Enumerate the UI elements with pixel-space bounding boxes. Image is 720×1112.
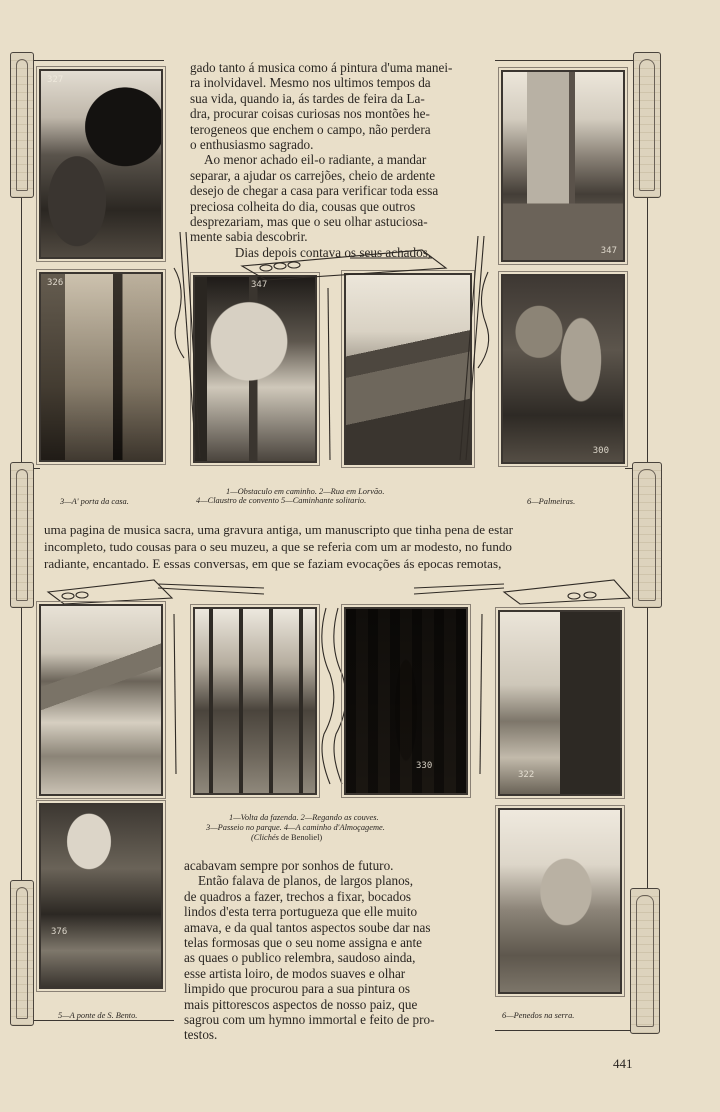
border-rule-top-right (495, 60, 633, 61)
photo-volta-da-fazenda (39, 604, 163, 796)
ornamental-pillar-top-right (633, 52, 661, 198)
text-line: Dias depois contava os seus achados, (234, 244, 432, 260)
text-line: incompleto, tudo cousas para o seu muzeu, a que se referia com um ar modesto, no fundo (44, 539, 512, 554)
text-line: dra, procurar coisas curiosas nos montões he- (190, 106, 430, 122)
text-line: as quaes o publico relembra, saudoso ainda, (184, 950, 416, 966)
text-column-bottom (184, 858, 476, 1043)
text-line: desejo de chegar a casa para verificar toda essa (190, 183, 439, 199)
caption-bottom-center-line2: 3—Passeio no parque. 4—A caminho d'Almoçageme. (206, 823, 385, 832)
caption-top-right: 6—Palmeiras. (527, 497, 576, 506)
text-line: uma pagina de musica sacra, uma gravura antiga, um manuscripto que tinha pena de estar (44, 522, 514, 537)
border-rule-right-bottom (647, 608, 648, 888)
photo-number: 347 (251, 280, 268, 290)
caption-bottom-center-line3 (251, 833, 322, 842)
border-rule-left-bottom (21, 608, 22, 880)
ornamental-pillar-top-left (10, 52, 34, 198)
text-line: testos. (184, 1027, 218, 1043)
photo-palmeiras (501, 274, 625, 464)
text-line: mente sabia descobrir. (190, 229, 308, 245)
text-line: lindos d'esta terra portugueza que elle muito (184, 904, 418, 920)
border-rule-mid-right (625, 468, 633, 469)
caption-top-center-line1: 1—Obstaculo em caminho. 2—Rua em Lorvão. (226, 487, 385, 496)
palette-brushes-ornament-top (160, 228, 500, 468)
page-number: 441 (613, 1056, 633, 1071)
text-line: desprezariam, mas que o seu olhar astuciosa- (190, 214, 428, 230)
text-line: sua vida, quando ia, ás tardes de feira da La- (190, 90, 425, 106)
photo-number: 376 (51, 927, 68, 937)
photo-number: 322 (518, 770, 535, 780)
text-middle-full-width (44, 521, 616, 572)
text-line: ra inolvidavel. Mesmo nos ultimos tempos da (190, 75, 431, 91)
ornamental-pillar-mid-right (632, 462, 662, 608)
ornamental-pillar-bottom-left (10, 880, 34, 1026)
text-line: Ao menor achado eil-o radiante, a mandar (204, 152, 427, 168)
photo-passeio-no-parque (344, 607, 468, 795)
text-line: o enthusiasmo sagrado. (190, 137, 314, 153)
photo-penedos-na-serra (498, 808, 622, 994)
ornamental-pillar-mid-left (10, 462, 34, 608)
border-rule-bottom-right (495, 1030, 631, 1031)
caption-credit-italic: (Clichés (251, 833, 279, 842)
photo-a-porta-da-casa (39, 272, 163, 462)
caption-top-center-line2: 4—Claustro de convento 5—Caminhante solitario. (196, 496, 367, 505)
border-rule-mid-left (34, 468, 40, 469)
border-rule-right-top (647, 198, 648, 462)
text-line: esse artista loiro, de modos suaves e olhar (184, 965, 406, 981)
text-line: separar, a ajudar os carrejões, cheio de ardente (190, 167, 436, 183)
text-line: preciosa colheita do dia, cousas que outros (190, 198, 416, 214)
photo-number: 347 (600, 246, 617, 256)
text-column-top (190, 60, 476, 260)
text-line: Então falava de planos, de largos planos, (198, 873, 414, 889)
caption-bottom-center-line1: 1—Volta da fazenda. 2—Regando as couves. (229, 813, 379, 822)
caption-credit-roman: de Benoliel) (278, 833, 323, 842)
border-rule-left-top (21, 198, 22, 462)
photo-obstaculo-em-caminho (39, 69, 163, 259)
ornamental-pillar-bottom-right (630, 888, 660, 1034)
text-line: sagrou com um hymno immortal e feito de pro- (184, 1012, 435, 1028)
caption-top-left: 3—A' porta da casa. (60, 497, 129, 506)
text-line: mais pittorescos aspectos de nosso paiz, que (184, 996, 418, 1012)
photo-number: 300 (592, 446, 609, 456)
text-line: radiante, encantado. E essas conversas, em que se faziam evocações ás epocas remotas, (44, 556, 502, 571)
text-line: gado tanto á musica como á pintura d'uma manei- (190, 60, 453, 75)
text-line: limpido que procurou para a sua pintura os (184, 981, 410, 997)
border-rule-top-left (34, 60, 164, 61)
photo-rua-em-lorvao (501, 70, 625, 262)
text-line: acabavam sempre por sonhos de futuro. (184, 858, 394, 873)
text-line: terogeneos que enchem o campo, não perdera (190, 121, 431, 137)
photo-number: 330 (416, 761, 433, 771)
photo-number: 327 (47, 75, 64, 85)
caption-bottom-left: 5—A ponte de S. Bento. (58, 1011, 138, 1020)
photo-regando-as-couves (193, 607, 317, 795)
text-line: amava, e da qual tantos aspectos soube dar nas (184, 919, 431, 935)
photo-a-ponte-de-s-bento (39, 803, 163, 989)
caption-bottom-right: 6—Penedos na serra. (502, 1011, 575, 1020)
text-line: telas formosas que o seu nome assigna e ante (184, 935, 423, 951)
photo-a-caminho-dalmocageme (498, 610, 622, 796)
text-line: de quadros a fazer, trechos a fixar, bocados (184, 888, 412, 904)
photo-number: 326 (47, 278, 64, 288)
